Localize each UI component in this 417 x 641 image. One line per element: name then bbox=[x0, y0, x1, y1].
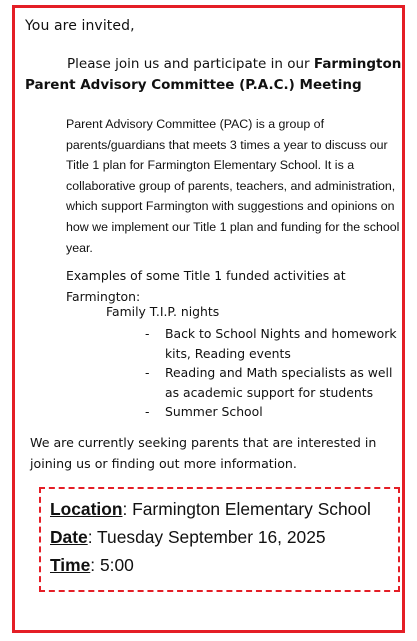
meeting-details-box bbox=[39, 487, 400, 592]
invitation-event-part2: Parent Advisory Committee (P.A.C.) Meeting bbox=[25, 77, 362, 93]
list-dash: - bbox=[145, 326, 150, 341]
location-label: Location bbox=[50, 499, 123, 519]
activity-item bbox=[145, 363, 405, 402]
activity-item bbox=[145, 402, 405, 422]
invitation-line-2 bbox=[25, 77, 362, 93]
date-row bbox=[50, 527, 326, 548]
invitation-event-part1: Farmington bbox=[313, 56, 402, 72]
red-page-border bbox=[12, 5, 405, 633]
time-row bbox=[50, 555, 134, 576]
location-row bbox=[50, 499, 371, 520]
list-dash: - bbox=[145, 365, 150, 380]
activity-item bbox=[145, 324, 405, 363]
list-dash: - bbox=[145, 404, 150, 419]
date-label: Date bbox=[50, 527, 88, 547]
invitation-line-1 bbox=[67, 56, 401, 72]
seeking-parents-text: We are currently seeking parents that are interested in joining us or finding out more information. bbox=[30, 435, 377, 471]
activity-item-text: Reading and Math specialists as well as academic support for students bbox=[165, 365, 393, 400]
invitation-prefix: Please join us and participate in our bbox=[67, 56, 310, 72]
time-value: : 5:00 bbox=[90, 555, 134, 575]
activity-item-text: Back to School Nights and homework kits, Reading events bbox=[165, 326, 397, 361]
greeting-text: You are invited, bbox=[25, 18, 135, 34]
time-label: Time bbox=[50, 555, 91, 575]
pac-description: Parent Advisory Committee (PAC) is a group of parents/guardians that meets 3 times a year to discuss our Title 1 plan for Farmington Elementary School. It is a collaborative group of parents, teachers, and administration, which support Farmington with suggestions and opinions on how we implement our Title 1 plan and funding for the school year. bbox=[66, 117, 400, 255]
location-value: : Farmington Elementary School bbox=[122, 499, 371, 519]
family-tip-nights: Family T.I.P. nights bbox=[106, 304, 220, 319]
examples-heading: Examples of some Title 1 funded activities at Farmington: bbox=[66, 268, 346, 304]
activity-list bbox=[145, 324, 405, 422]
date-value: : Tuesday September 16, 2025 bbox=[87, 527, 326, 547]
activity-item-text: Summer School bbox=[165, 404, 263, 419]
